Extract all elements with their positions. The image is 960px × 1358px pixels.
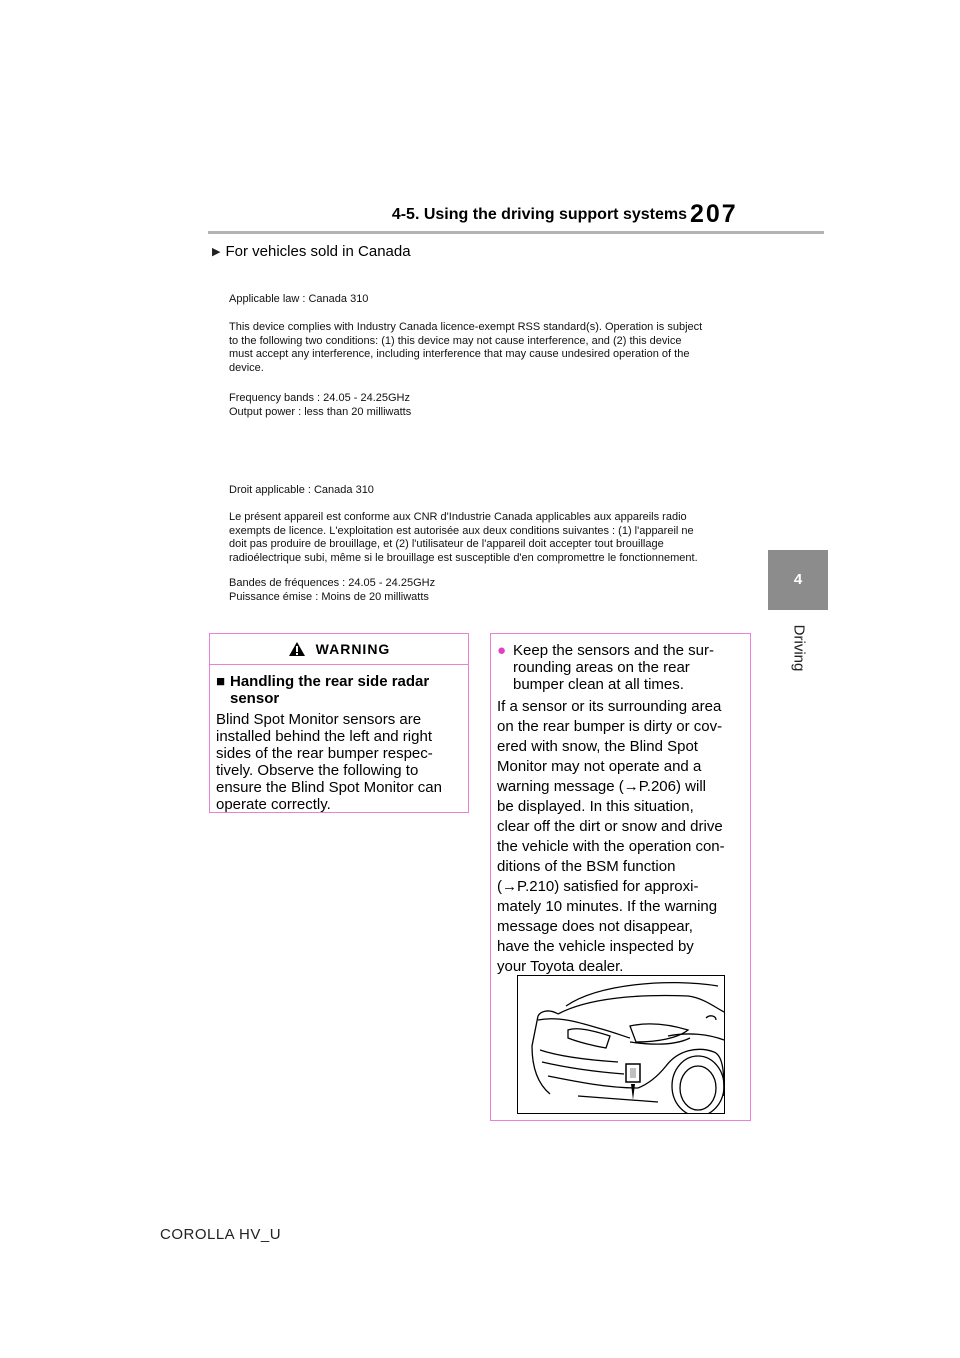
para-line: mately 10 minutes. If the warning	[497, 898, 718, 915]
regulatory-en-compliance	[229, 321, 749, 375]
warning-heading-line: Handling the rear side radar	[230, 673, 430, 690]
warning-line: ensure the Blind Spot Monitor can	[216, 779, 442, 796]
regulatory-fr-law	[229, 484, 749, 498]
para-line: on the rear bumper is dirty or cov-	[497, 718, 723, 735]
regulatory-en-specs	[229, 392, 749, 419]
warning-body	[210, 665, 468, 813]
section-heading-text: For vehicles sold in Canada	[225, 243, 411, 260]
section-heading	[212, 243, 411, 260]
frequency-en: Frequency bands : 24.05 - 24.25GHz	[229, 392, 410, 404]
para-line: ered with snow, the Blind Spot	[497, 738, 698, 755]
para-line: be displayed. In this situation,	[497, 798, 694, 815]
warning-box	[209, 633, 469, 813]
para-line: message does not disappear,	[497, 918, 693, 935]
circle-bullet-icon: ●	[497, 642, 507, 659]
warning-heading-line: sensor	[230, 690, 280, 707]
para-line: the vehicle with the operation con-	[497, 838, 725, 855]
square-bullet-icon: ■	[216, 673, 226, 690]
car-rear-sensor-icon	[518, 976, 724, 1113]
para-line: (→P.210) satisfied for approxi-	[497, 878, 699, 895]
compliance-line: to the following two conditions: (1) this device may not cause interference, and (2) this device	[229, 334, 682, 347]
chapter-tab	[768, 550, 828, 610]
regulatory-fr-compliance	[229, 511, 749, 565]
para-line: warning message (→P.206) will	[497, 778, 706, 795]
frequency-fr: Bandes de fréquences : 24.05 - 24.25GHz	[229, 577, 436, 589]
compliance-line: This device complies with Industry Canada licence-exempt RSS standard(s). Operation is subject	[229, 321, 703, 333]
para-line: If a sensor or its surrounding area	[497, 698, 722, 715]
bullet-item	[497, 642, 744, 693]
bullet-line: Keep the sensors and the sur-	[513, 642, 714, 659]
output-power-en: Output power : less than 20 milliwatts	[229, 405, 412, 418]
warning-title: WARNING	[315, 641, 391, 657]
chapter-label: Driving	[790, 624, 808, 672]
page-number: 207	[690, 200, 738, 228]
warning-line: tively. Observe the following to	[216, 762, 419, 779]
compliance-line: doit pas produire de brouillage, et (2) l'utilisateur de l'appareil doit accepter tout brouillage	[229, 538, 664, 550]
compliance-line: exempts de licence. L'exploitation est autorisée aux deux conditions suivantes : (1) l'appareil ne	[229, 524, 694, 537]
warning-header	[210, 634, 468, 665]
continuation-paragraph	[497, 697, 744, 977]
bullet-line: bumper clean at all times.	[513, 676, 684, 693]
header-title: 4-5. Using the driving support systems	[391, 206, 687, 223]
warning-heading	[216, 673, 462, 707]
rear-bumper-illustration	[517, 975, 725, 1114]
warning-text	[216, 711, 462, 813]
compliance-line: device.	[229, 361, 264, 374]
header-rule	[208, 231, 824, 234]
warning-triangle-icon	[288, 641, 306, 657]
compliance-line: Le présent appareil est conforme aux CNR d'Industrie Canada applicables aux appareils radio	[229, 511, 687, 523]
compliance-line: must accept any interference, including interference that may cause undesired operation of the	[229, 348, 690, 360]
applicable-law-en: Applicable law : Canada 310	[229, 293, 369, 305]
para-line: clear off the dirt or snow and drive	[497, 818, 723, 835]
compliance-line: radioélectrique subi, même si le brouillage est susceptible d'en compromettre le fonctionnement.	[229, 551, 698, 564]
output-power-fr: Puissance émise : Moins de 20 milliwatts	[229, 590, 429, 603]
para-line: have the vehicle inspected by	[497, 938, 694, 955]
triangle-arrow-icon: ▶	[212, 246, 221, 258]
warning-line: operate correctly.	[216, 796, 331, 813]
applicable-law-fr: Droit applicable : Canada 310	[229, 484, 374, 496]
para-line: Monitor may not operate and a	[497, 758, 702, 775]
para-line: ditions of the BSM function	[497, 858, 676, 875]
chapter-number: 4	[793, 571, 803, 588]
regulatory-en-law	[229, 293, 749, 307]
warning-line: sides of the rear bumper respec-	[216, 745, 433, 762]
para-line: your Toyota dealer.	[497, 958, 624, 975]
warning-line: Blind Spot Monitor sensors are	[216, 711, 422, 728]
regulatory-fr-specs	[229, 577, 749, 604]
footer-model: COROLLA HV_U	[160, 1226, 282, 1243]
warning-line: installed behind the left and right	[216, 728, 432, 745]
bullet-line: rounding areas on the rear	[513, 659, 690, 676]
